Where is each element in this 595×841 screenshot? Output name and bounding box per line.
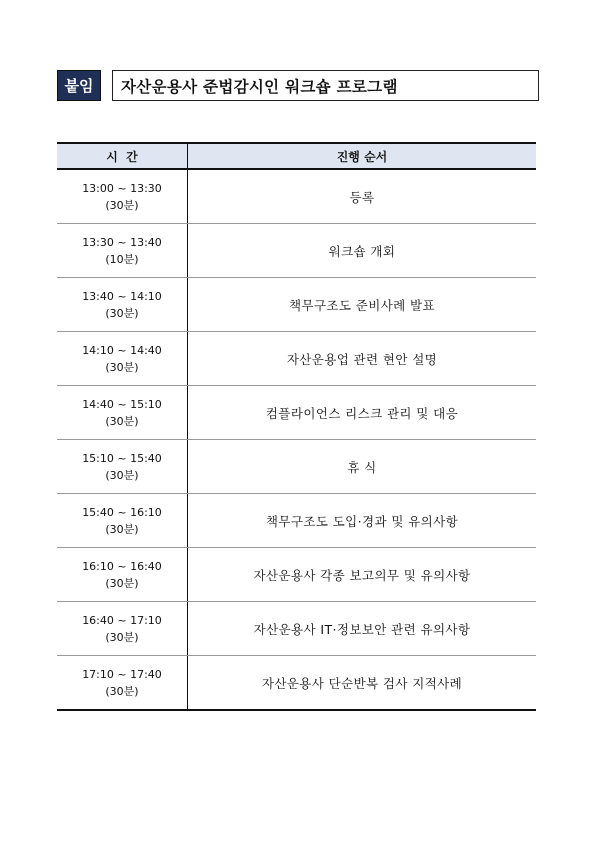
program-item: 책무구조도 준비사례 발표 bbox=[188, 278, 537, 332]
time-range: 16:40 ~ 17:10 bbox=[82, 613, 162, 627]
table-header-row bbox=[57, 143, 536, 169]
attachment-badge: 붙임 bbox=[57, 70, 101, 101]
time-range: 15:40 ~ 16:10 bbox=[82, 505, 162, 519]
table-row bbox=[57, 548, 536, 602]
program-item: 자산운용사 단순반복 검사 지적사례 bbox=[188, 656, 537, 711]
program-item: 등록 bbox=[188, 169, 537, 224]
time-cell bbox=[57, 440, 188, 494]
program-item: 책무구조도 도입·경과 및 유의사항 bbox=[188, 494, 537, 548]
duration: (30분) bbox=[105, 306, 139, 320]
time-range: 14:40 ~ 15:10 bbox=[82, 397, 162, 411]
duration: (10분) bbox=[105, 252, 139, 266]
time-cell bbox=[57, 278, 188, 332]
column-header-time: 시 간 bbox=[57, 143, 188, 169]
table-row bbox=[57, 332, 536, 386]
duration: (30분) bbox=[105, 468, 139, 482]
time-cell bbox=[57, 602, 188, 656]
program-item: 자산운용사 IT·정보보안 관련 유의사항 bbox=[188, 602, 537, 656]
program-item: 컴플라이언스 리스크 관리 및 대응 bbox=[188, 386, 537, 440]
program-item: 워크숍 개회 bbox=[188, 224, 537, 278]
program-item: 휴 식 bbox=[188, 440, 537, 494]
table-row bbox=[57, 386, 536, 440]
duration: (30분) bbox=[105, 198, 139, 212]
time-range: 14:10 ~ 14:40 bbox=[82, 343, 162, 357]
time-cell bbox=[57, 548, 188, 602]
column-header-program: 진행 순서 bbox=[188, 143, 537, 169]
duration: (30분) bbox=[105, 414, 139, 428]
time-range: 15:10 ~ 15:40 bbox=[82, 451, 162, 465]
time-range: 17:10 ~ 17:40 bbox=[82, 667, 162, 681]
time-range: 16:10 ~ 16:40 bbox=[82, 559, 162, 573]
duration: (30분) bbox=[105, 576, 139, 590]
table-row bbox=[57, 494, 536, 548]
time-cell bbox=[57, 386, 188, 440]
program-item: 자산운용업 관련 현안 설명 bbox=[188, 332, 537, 386]
table-row bbox=[57, 278, 536, 332]
table-row bbox=[57, 169, 536, 224]
time-range: 13:30 ~ 13:40 bbox=[82, 235, 162, 249]
time-cell bbox=[57, 656, 188, 711]
time-range: 13:00 ~ 13:30 bbox=[82, 181, 162, 195]
table-body bbox=[57, 169, 536, 710]
time-cell bbox=[57, 332, 188, 386]
table-row bbox=[57, 656, 536, 711]
document-header bbox=[57, 70, 539, 101]
duration: (30분) bbox=[105, 360, 139, 374]
duration: (30분) bbox=[105, 630, 139, 644]
table-row bbox=[57, 224, 536, 278]
time-cell bbox=[57, 169, 188, 224]
time-range: 13:40 ~ 14:10 bbox=[82, 289, 162, 303]
table-row bbox=[57, 602, 536, 656]
table-row bbox=[57, 440, 536, 494]
program-schedule-table bbox=[57, 142, 536, 711]
program-item: 자산운용사 각종 보고의무 및 유의사항 bbox=[188, 548, 537, 602]
duration: (30분) bbox=[105, 684, 139, 698]
duration: (30분) bbox=[105, 522, 139, 536]
document-title: 자산운용사 준법감시인 워크숍 프로그램 bbox=[112, 70, 539, 101]
time-cell bbox=[57, 494, 188, 548]
time-cell bbox=[57, 224, 188, 278]
